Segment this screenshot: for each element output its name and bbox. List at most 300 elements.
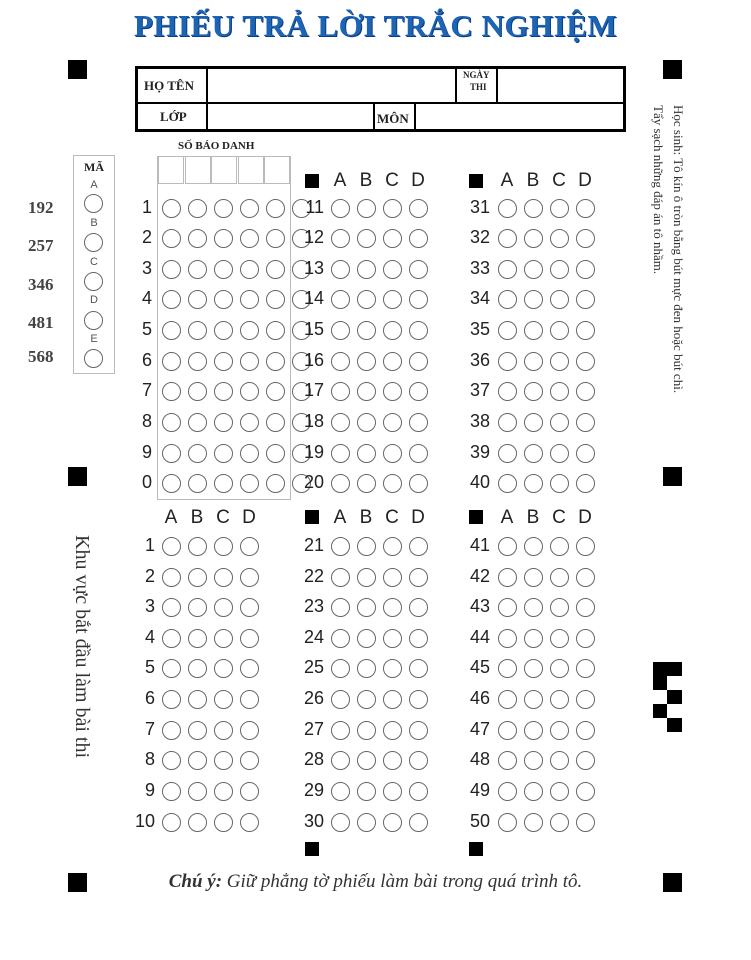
- answer-bubble[interactable]: [214, 690, 233, 709]
- answer-bubble[interactable]: [383, 629, 402, 648]
- answer-bubble[interactable]: [550, 629, 569, 648]
- answer-bubble[interactable]: [188, 321, 207, 340]
- answer-bubble[interactable]: [188, 782, 207, 801]
- answer-bubble[interactable]: [188, 629, 207, 648]
- answer-bubble[interactable]: [188, 290, 207, 309]
- answer-bubble[interactable]: [240, 598, 259, 617]
- answer-bubble[interactable]: [188, 444, 207, 463]
- answer-bubble[interactable]: [409, 782, 428, 801]
- answer-bubble[interactable]: [409, 290, 428, 309]
- answer-bubble[interactable]: [331, 690, 350, 709]
- question-number: 22: [303, 566, 324, 586]
- student-id-digit-cell[interactable]: [211, 156, 237, 184]
- answer-bubble[interactable]: [550, 782, 569, 801]
- student-id-digit-cell[interactable]: [238, 156, 264, 184]
- answer-bubble[interactable]: [357, 537, 376, 556]
- answer-bubble[interactable]: [331, 444, 350, 463]
- answer-bubble[interactable]: [498, 352, 517, 371]
- exam-code-bubble[interactable]: [84, 349, 103, 368]
- answer-bubble[interactable]: [409, 690, 428, 709]
- answer-bubble[interactable]: [409, 352, 428, 371]
- answer-bubble[interactable]: [240, 199, 259, 218]
- answer-bubble[interactable]: [409, 474, 428, 493]
- answer-bubble[interactable]: [498, 629, 517, 648]
- answer-bubble[interactable]: [524, 413, 543, 432]
- answer-bubble[interactable]: [214, 598, 233, 617]
- answer-bubble[interactable]: [266, 474, 285, 493]
- answer-bubble[interactable]: [357, 751, 376, 770]
- answer-bubble[interactable]: [550, 598, 569, 617]
- answer-bubble[interactable]: [162, 474, 181, 493]
- answer-bubble[interactable]: [331, 382, 350, 401]
- answer-bubble[interactable]: [524, 260, 543, 279]
- answer-bubble[interactable]: [498, 321, 517, 340]
- answer-bubble[interactable]: [331, 290, 350, 309]
- answer-bubble[interactable]: [498, 290, 517, 309]
- answer-bubble[interactable]: [357, 199, 376, 218]
- answer-bubble[interactable]: [409, 598, 428, 617]
- answer-bubble[interactable]: [550, 813, 569, 832]
- answer-bubble[interactable]: [240, 413, 259, 432]
- answer-bubble[interactable]: [162, 751, 181, 770]
- answer-bubble[interactable]: [240, 321, 259, 340]
- answer-bubble[interactable]: [576, 690, 595, 709]
- answer-bubble[interactable]: [188, 659, 207, 678]
- answer-bubble[interactable]: [357, 659, 376, 678]
- question-number: 42: [469, 566, 490, 586]
- answer-bubble[interactable]: [214, 537, 233, 556]
- answer-bubble[interactable]: [214, 321, 233, 340]
- answer-bubble[interactable]: [214, 229, 233, 248]
- answer-bubble[interactable]: [214, 751, 233, 770]
- instruction-line-1: Học sinh: Tô kín ô tròn bằng bút mực đen hoặc bút chì.: [671, 105, 686, 394]
- answer-bubble[interactable]: [214, 444, 233, 463]
- question-number: 26: [303, 688, 324, 708]
- answer-bubble[interactable]: [550, 721, 569, 740]
- answer-bubble[interactable]: [331, 659, 350, 678]
- answer-bubble[interactable]: [576, 629, 595, 648]
- answer-bubble[interactable]: [550, 290, 569, 309]
- answer-bubble[interactable]: [331, 199, 350, 218]
- question-number: 7: [141, 380, 152, 400]
- answer-bubble[interactable]: [357, 444, 376, 463]
- answer-bubble[interactable]: [357, 474, 376, 493]
- answer-bubble[interactable]: [524, 199, 543, 218]
- answer-bubble[interactable]: [498, 199, 517, 218]
- answer-bubble[interactable]: [240, 782, 259, 801]
- answer-bubble[interactable]: [162, 659, 181, 678]
- answer-bubble[interactable]: [498, 813, 517, 832]
- answer-bubble[interactable]: [357, 690, 376, 709]
- answer-bubble[interactable]: [266, 229, 285, 248]
- answer-bubble[interactable]: [409, 537, 428, 556]
- answer-bubble[interactable]: [498, 751, 517, 770]
- answer-bubble[interactable]: [162, 537, 181, 556]
- exam-date-field[interactable]: [499, 71, 623, 101]
- answer-bubble[interactable]: [162, 444, 181, 463]
- answer-bubble[interactable]: [188, 382, 207, 401]
- answer-bubble[interactable]: [550, 537, 569, 556]
- answer-bubble[interactable]: [162, 321, 181, 340]
- answer-bubble[interactable]: [266, 199, 285, 218]
- answer-bubble[interactable]: [383, 290, 402, 309]
- answer-bubble[interactable]: [188, 199, 207, 218]
- answer-bubble[interactable]: [357, 721, 376, 740]
- answer-bubble[interactable]: [357, 598, 376, 617]
- answer-bubble[interactable]: [162, 782, 181, 801]
- answer-bubble[interactable]: [214, 629, 233, 648]
- answer-bubble[interactable]: [240, 260, 259, 279]
- answer-bubble[interactable]: [383, 690, 402, 709]
- answer-bubble[interactable]: [331, 568, 350, 587]
- question-number: 8: [141, 411, 152, 431]
- answer-bubble[interactable]: [498, 690, 517, 709]
- answer-bubble[interactable]: [266, 382, 285, 401]
- answer-bubble[interactable]: [576, 321, 595, 340]
- answer-bubble[interactable]: [550, 568, 569, 587]
- answer-bubble[interactable]: [357, 629, 376, 648]
- answer-bubble[interactable]: [550, 229, 569, 248]
- answer-bubble[interactable]: [576, 474, 595, 493]
- answer-bubble[interactable]: [214, 568, 233, 587]
- answer-bubble[interactable]: [240, 444, 259, 463]
- answer-bubble[interactable]: [188, 721, 207, 740]
- answer-bubble[interactable]: [266, 321, 285, 340]
- question-number: 0: [141, 472, 152, 492]
- answer-bubble[interactable]: [576, 751, 595, 770]
- answer-bubble[interactable]: [550, 690, 569, 709]
- subject-field[interactable]: [417, 105, 623, 129]
- answer-bubble[interactable]: [240, 229, 259, 248]
- question-number: 23: [303, 596, 324, 616]
- answer-bubble[interactable]: [524, 598, 543, 617]
- question-number: 11: [305, 197, 324, 217]
- answer-bubble[interactable]: [524, 659, 543, 678]
- answer-bubble[interactable]: [331, 229, 350, 248]
- answer-bubble[interactable]: [357, 321, 376, 340]
- answer-bubble[interactable]: [524, 444, 543, 463]
- answer-bubble[interactable]: [188, 413, 207, 432]
- answer-bubble[interactable]: [240, 629, 259, 648]
- answer-bubble[interactable]: [331, 813, 350, 832]
- answer-bubble[interactable]: [576, 721, 595, 740]
- question-number: 41: [469, 535, 490, 555]
- option-header: D: [411, 170, 425, 191]
- question-number: 27: [303, 719, 324, 739]
- answer-bubble[interactable]: [498, 598, 517, 617]
- student-id-digit-cell[interactable]: [264, 156, 290, 184]
- answer-bubble[interactable]: [162, 568, 181, 587]
- answer-bubble[interactable]: [162, 721, 181, 740]
- answer-bubble[interactable]: [576, 229, 595, 248]
- answer-bubble[interactable]: [576, 598, 595, 617]
- answer-bubble[interactable]: [331, 598, 350, 617]
- exam-code-value: 257: [28, 236, 54, 255]
- option-header: B: [526, 170, 540, 191]
- answer-bubble[interactable]: [576, 444, 595, 463]
- answer-bubble[interactable]: [409, 321, 428, 340]
- answer-bubble[interactable]: [266, 352, 285, 371]
- answer-bubble[interactable]: [498, 444, 517, 463]
- answer-bubble[interactable]: [240, 290, 259, 309]
- answer-bubble[interactable]: [576, 537, 595, 556]
- answer-bubble[interactable]: [383, 352, 402, 371]
- answer-bubble[interactable]: [550, 382, 569, 401]
- answer-bubble[interactable]: [357, 290, 376, 309]
- answer-bubble[interactable]: [240, 537, 259, 556]
- answer-bubble[interactable]: [240, 352, 259, 371]
- answer-bubble[interactable]: [498, 260, 517, 279]
- answer-bubble[interactable]: [576, 568, 595, 587]
- answer-bubble[interactable]: [576, 782, 595, 801]
- answer-bubble[interactable]: [214, 474, 233, 493]
- answer-bubble[interactable]: [162, 260, 181, 279]
- answer-bubble[interactable]: [409, 199, 428, 218]
- answer-bubble[interactable]: [576, 813, 595, 832]
- answer-bubble[interactable]: [576, 382, 595, 401]
- answer-bubble[interactable]: [524, 782, 543, 801]
- answer-bubble[interactable]: [383, 598, 402, 617]
- answer-bubble[interactable]: [383, 537, 402, 556]
- answer-bubble[interactable]: [383, 382, 402, 401]
- answer-bubble[interactable]: [240, 751, 259, 770]
- exam-date-label-2: THI: [470, 82, 487, 92]
- answer-bubble[interactable]: [576, 260, 595, 279]
- answer-bubble[interactable]: [214, 813, 233, 832]
- answer-bubble[interactable]: [550, 260, 569, 279]
- answer-bubble[interactable]: [498, 474, 517, 493]
- answer-bubble[interactable]: [524, 690, 543, 709]
- answer-bubble[interactable]: [240, 382, 259, 401]
- answer-bubble[interactable]: [524, 382, 543, 401]
- answer-bubble[interactable]: [188, 229, 207, 248]
- class-field[interactable]: [209, 105, 372, 129]
- form-title: PHIẾU TRẢ LỜI TRẮC NGHIỆM: [133, 8, 618, 43]
- student-id-digit-cell[interactable]: [158, 156, 184, 184]
- question-number: 44: [469, 627, 490, 647]
- answer-bubble[interactable]: [331, 352, 350, 371]
- answer-bubble[interactable]: [188, 352, 207, 371]
- start-area-label: Khu vực bắt đầu làm bài thi: [71, 535, 93, 759]
- answer-bubble[interactable]: [524, 721, 543, 740]
- student-id-digit-cell[interactable]: [185, 156, 211, 184]
- answer-bubble[interactable]: [214, 290, 233, 309]
- answer-bubble[interactable]: [576, 659, 595, 678]
- answer-bubble[interactable]: [357, 568, 376, 587]
- question-number: 21: [303, 535, 324, 555]
- answer-bubble[interactable]: [498, 782, 517, 801]
- answer-bubble[interactable]: [162, 813, 181, 832]
- exam-code-bubble[interactable]: [84, 233, 103, 252]
- answer-bubble[interactable]: [266, 290, 285, 309]
- answer-bubble[interactable]: [162, 598, 181, 617]
- answer-bubble[interactable]: [409, 813, 428, 832]
- answer-bubble[interactable]: [266, 260, 285, 279]
- name-field[interactable]: [209, 71, 454, 101]
- answer-bubble[interactable]: [214, 199, 233, 218]
- answer-bubble[interactable]: [383, 474, 402, 493]
- question-number: 48: [469, 749, 490, 769]
- answer-bubble[interactable]: [188, 537, 207, 556]
- exam-code-bubble[interactable]: [84, 311, 103, 330]
- question-number: 3: [144, 596, 155, 616]
- answer-bubble[interactable]: [383, 568, 402, 587]
- answer-bubble[interactable]: [240, 813, 259, 832]
- answer-bubble[interactable]: [409, 751, 428, 770]
- answer-bubble[interactable]: [162, 229, 181, 248]
- answer-bubble[interactable]: [357, 260, 376, 279]
- answer-bubble[interactable]: [214, 782, 233, 801]
- answer-bubble[interactable]: [162, 629, 181, 648]
- answer-bubble[interactable]: [331, 751, 350, 770]
- answer-bubble[interactable]: [383, 721, 402, 740]
- student-id-title: SỐ BÁO DANH: [178, 140, 255, 152]
- answer-bubble[interactable]: [214, 659, 233, 678]
- exam-code-bubble[interactable]: [84, 194, 103, 213]
- answer-bubble[interactable]: [383, 444, 402, 463]
- answer-bubble[interactable]: [524, 290, 543, 309]
- answer-bubble[interactable]: [409, 721, 428, 740]
- question-number: 4: [141, 288, 152, 308]
- answer-bubble[interactable]: [188, 690, 207, 709]
- answer-bubble[interactable]: [550, 413, 569, 432]
- answer-bubble[interactable]: [331, 721, 350, 740]
- answer-bubble[interactable]: [188, 568, 207, 587]
- answer-bubble[interactable]: [214, 260, 233, 279]
- answer-bubble[interactable]: [188, 813, 207, 832]
- answer-bubble[interactable]: [162, 352, 181, 371]
- answer-bubble[interactable]: [240, 568, 259, 587]
- answer-bubble[interactable]: [357, 382, 376, 401]
- answer-bubble[interactable]: [266, 413, 285, 432]
- answer-bubble[interactable]: [409, 413, 428, 432]
- answer-bubble[interactable]: [383, 782, 402, 801]
- question-number: 38: [469, 411, 490, 431]
- answer-bubble[interactable]: [188, 260, 207, 279]
- question-number: 40: [469, 472, 490, 492]
- answer-bubble[interactable]: [188, 751, 207, 770]
- answer-bubble[interactable]: [214, 413, 233, 432]
- answer-bubble[interactable]: [214, 352, 233, 371]
- student-info-table: [135, 66, 626, 132]
- answer-bubble[interactable]: [357, 413, 376, 432]
- answer-bubble[interactable]: [240, 659, 259, 678]
- answer-bubble[interactable]: [524, 813, 543, 832]
- answer-bubble[interactable]: [331, 413, 350, 432]
- column-mark: [469, 174, 483, 188]
- question-number: 45: [469, 657, 490, 677]
- answer-bubble[interactable]: [498, 721, 517, 740]
- answer-bubble[interactable]: [331, 474, 350, 493]
- answer-bubble[interactable]: [357, 782, 376, 801]
- answer-bubble[interactable]: [383, 229, 402, 248]
- answer-bubble[interactable]: [383, 751, 402, 770]
- answer-bubble[interactable]: [409, 629, 428, 648]
- answer-bubble[interactable]: [240, 721, 259, 740]
- answer-bubble[interactable]: [240, 474, 259, 493]
- answer-bubble[interactable]: [162, 199, 181, 218]
- answer-bubble[interactable]: [331, 629, 350, 648]
- answer-bubble[interactable]: [162, 382, 181, 401]
- question-number: 37: [469, 380, 490, 400]
- answer-bubble[interactable]: [162, 690, 181, 709]
- answer-bubble[interactable]: [498, 537, 517, 556]
- answer-bubble[interactable]: [498, 382, 517, 401]
- answer-bubble[interactable]: [331, 321, 350, 340]
- answer-bubble[interactable]: [524, 629, 543, 648]
- answer-bubble[interactable]: [524, 229, 543, 248]
- answer-bubble[interactable]: [498, 413, 517, 432]
- answer-bubble[interactable]: [357, 352, 376, 371]
- answer-bubble[interactable]: [550, 444, 569, 463]
- answer-bubble[interactable]: [266, 444, 285, 463]
- answer-bubble[interactable]: [524, 321, 543, 340]
- answer-bubble[interactable]: [383, 413, 402, 432]
- answer-bubble[interactable]: [498, 568, 517, 587]
- answer-bubble[interactable]: [524, 751, 543, 770]
- answer-bubble[interactable]: [357, 229, 376, 248]
- answer-bubble[interactable]: [409, 568, 428, 587]
- answer-bubble[interactable]: [524, 568, 543, 587]
- answer-bubble[interactable]: [498, 229, 517, 248]
- note-label: Chú ý:: [168, 871, 223, 892]
- answer-bubble[interactable]: [550, 321, 569, 340]
- question-number: 5: [141, 319, 152, 339]
- instructions: [612, 95, 726, 495]
- answer-bubble[interactable]: [383, 321, 402, 340]
- exam-code-bubble[interactable]: [84, 272, 103, 291]
- answer-bubble[interactable]: [331, 260, 350, 279]
- answer-bubble[interactable]: [550, 474, 569, 493]
- answer-bubble[interactable]: [550, 751, 569, 770]
- answer-bubble[interactable]: [162, 413, 181, 432]
- answer-bubble[interactable]: [576, 199, 595, 218]
- question-number: 39: [469, 442, 490, 462]
- answer-bubble[interactable]: [383, 199, 402, 218]
- question-number: 20: [303, 472, 324, 492]
- answer-bubble[interactable]: [162, 290, 181, 309]
- answer-bubble[interactable]: [240, 690, 259, 709]
- answer-bubble[interactable]: [576, 352, 595, 371]
- answer-bubble[interactable]: [409, 659, 428, 678]
- answer-bubble[interactable]: [409, 444, 428, 463]
- answer-bubble[interactable]: [550, 659, 569, 678]
- answer-bubble[interactable]: [214, 382, 233, 401]
- answer-bubble[interactable]: [524, 537, 543, 556]
- answer-bubble[interactable]: [576, 413, 595, 432]
- question-number: 4: [144, 627, 155, 647]
- answer-bubble[interactable]: [409, 260, 428, 279]
- answer-bubble[interactable]: [383, 813, 402, 832]
- answer-bubble[interactable]: [550, 199, 569, 218]
- answer-bubble[interactable]: [524, 352, 543, 371]
- answer-bubble[interactable]: [214, 721, 233, 740]
- answer-bubble[interactable]: [498, 659, 517, 678]
- answer-bubble[interactable]: [524, 474, 543, 493]
- answer-bubble[interactable]: [409, 382, 428, 401]
- answer-bubble[interactable]: [188, 598, 207, 617]
- answer-bubble[interactable]: [331, 782, 350, 801]
- answer-bubble[interactable]: [550, 352, 569, 371]
- answer-bubble[interactable]: [357, 813, 376, 832]
- question-number: 14: [303, 288, 324, 308]
- answer-bubble[interactable]: [331, 537, 350, 556]
- answer-bubble[interactable]: [383, 659, 402, 678]
- answer-bubble[interactable]: [576, 290, 595, 309]
- answer-bubble[interactable]: [188, 474, 207, 493]
- answer-bubble[interactable]: [409, 229, 428, 248]
- answer-bubble[interactable]: [383, 260, 402, 279]
